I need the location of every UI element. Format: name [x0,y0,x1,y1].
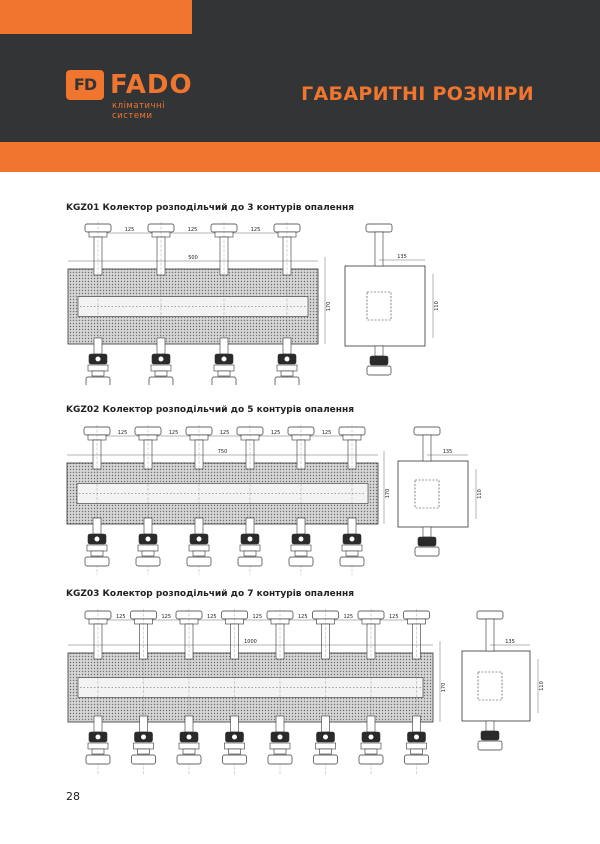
section-title-kgz01: KGZ01 Колектор розподільчий до 3 контурів опалення [66,203,354,213]
valve-indicator [187,735,192,740]
bottom-coupling [92,749,104,754]
side-riser [423,435,431,461]
bottom-nut [340,557,364,566]
valve-indicator [285,357,290,362]
pitch-dimension-label: 125 [252,614,263,620]
logo-word: FADO [110,70,193,100]
bottom-fitting [138,545,158,551]
bottom-nut [86,377,110,385]
logo-tagline: кліматичні системи [112,101,165,121]
valve-indicator [159,357,164,362]
bottom-nut [212,377,236,385]
bottom-nut [132,755,156,764]
bottom-stem [93,518,101,534]
pitch-dimension-label: 125 [321,430,332,436]
side-height-dimension-label: 110 [539,681,545,691]
bottom-fitting [361,743,381,749]
pitch-dimension-label: 125 [187,227,198,233]
side-riser [375,232,383,266]
bottom-coupling [244,551,256,556]
pitch-dimension-label: 125 [388,614,399,620]
valve-indicator [146,537,151,542]
bottom-stem [144,518,152,534]
pitch-dimension-label: 125 [343,614,354,620]
valve-indicator [414,735,419,740]
kgz03-drawing [0,607,600,777]
bottom-stem [140,716,148,732]
page-number: 28 [66,790,80,803]
bottom-stem [367,716,375,732]
bottom-coupling [411,749,423,754]
logo-mark [66,70,104,100]
side-width-dimension-label: 135 [505,639,515,645]
bottom-nut [85,557,109,566]
bottom-stem [157,338,165,354]
orange-band [0,142,600,172]
bottom-stem [283,338,291,354]
bottom-fitting [277,365,297,371]
bottom-fitting [87,545,107,551]
side-stem [375,346,383,356]
pitch-dimension-label: 125 [161,614,172,620]
pitch-dimension-label: 125 [219,430,230,436]
top-strip [0,0,600,34]
bottom-stem [94,338,102,354]
bottom-nut [149,377,173,385]
bottom-coupling [281,371,293,376]
bottom-coupling [138,749,150,754]
bottom-nut [359,755,383,764]
pitch-dimension-label: 125 [124,227,135,233]
bottom-coupling [346,551,358,556]
kgz02-drawing [0,423,600,575]
bottom-fitting [88,743,108,749]
pitch-dimension-label: 125 [117,430,128,436]
bottom-fitting [240,545,260,551]
side-view-pipe [415,480,439,508]
side-view-pipe [478,672,502,700]
length-dimension-label: 1000 [244,639,257,645]
bottom-coupling [142,551,154,556]
pitch-dimension-label: 125 [270,430,281,436]
height-dimension-label: 170 [441,682,447,693]
page-title: ГАБАРИТНІ РОЗМІРИ [301,83,534,105]
height-dimension-label: 170 [385,488,391,499]
side-valve [370,356,388,365]
bottom-coupling [155,371,167,376]
bottom-nut [275,377,299,385]
side-stem [423,527,431,537]
bottom-coupling [183,749,195,754]
valve-indicator [248,537,253,542]
bottom-coupling [92,371,104,376]
side-top-nut [414,427,440,435]
valve-indicator [141,735,146,740]
bottom-fitting [151,365,171,371]
side-bottom-nut [415,547,439,556]
length-dimension-label: 750 [217,449,228,455]
pitch-dimension-label: 125 [297,614,308,620]
bottom-fitting [225,743,245,749]
bottom-stem [413,716,421,732]
valve-indicator [96,357,101,362]
side-valve [481,731,499,740]
kgz01-drawing [0,220,600,385]
pitch-dimension-label: 125 [168,430,179,436]
bottom-stem [185,716,193,732]
bottom-coupling [218,371,230,376]
section-title-kgz03: KGZ03 Колектор розподільчий до 7 контурів опалення [66,589,354,599]
bottom-stem [276,716,284,732]
bottom-nut [314,755,338,764]
bottom-coupling [365,749,377,754]
valve-indicator [222,357,227,362]
valve-indicator [299,537,304,542]
side-top-nut [366,224,392,232]
pitch-dimension-label: 125 [206,614,217,620]
bottom-stem [348,518,356,534]
valve-indicator [323,735,328,740]
pitch-dimension-label: 125 [250,227,261,233]
bottom-stem [231,716,239,732]
bottom-fitting [291,545,311,551]
bottom-stem [297,518,305,534]
valve-indicator [96,735,101,740]
section-title-kgz02: KGZ02 Колектор розподільчий до 5 контурів опалення [66,405,354,415]
bottom-stem [322,716,330,732]
bottom-nut [136,557,160,566]
bottom-stem [195,518,203,534]
bottom-nut [268,755,292,764]
bottom-coupling [91,551,103,556]
valve-indicator [197,537,202,542]
bottom-coupling [229,749,241,754]
bottom-stem [220,338,228,354]
bottom-fitting [316,743,336,749]
bottom-nut [289,557,313,566]
bottom-nut [238,557,262,566]
valve-indicator [232,735,237,740]
side-valve [418,537,436,546]
length-dimension-label: 500 [188,255,198,261]
bottom-nut [86,755,110,764]
bottom-fitting [134,743,154,749]
bottom-stem [246,518,254,534]
bottom-nut [223,755,247,764]
side-top-nut [477,611,503,619]
valve-indicator [95,537,100,542]
side-bottom-nut [478,741,502,750]
side-stem [486,721,494,731]
valve-indicator [369,735,374,740]
bottom-fitting [342,545,362,551]
side-riser [486,619,494,651]
bottom-nut [187,557,211,566]
logo-mark-text: FD [73,75,97,94]
bottom-stem [94,716,102,732]
bottom-fitting [407,743,427,749]
bottom-nut [177,755,201,764]
pitch-dimension-label: 125 [115,614,126,620]
side-width-dimension-label: 135 [442,449,453,455]
valve-indicator [350,537,355,542]
side-bottom-nut [367,366,391,375]
bottom-coupling [274,749,286,754]
fado-logo [66,70,206,121]
bottom-fitting [270,743,290,749]
height-dimension-label: 170 [326,301,332,312]
side-height-dimension-label: 110 [434,301,440,311]
bottom-coupling [320,749,332,754]
bottom-coupling [193,551,205,556]
bottom-fitting [189,545,209,551]
top-accent-bar [0,0,192,34]
side-width-dimension-label: 135 [397,254,407,260]
bottom-fitting [88,365,108,371]
side-view-pipe [367,292,391,320]
side-height-dimension-label: 110 [477,489,483,499]
valve-indicator [278,735,283,740]
bottom-fitting [179,743,199,749]
bottom-coupling [295,551,307,556]
bottom-nut [405,755,429,764]
bottom-fitting [214,365,234,371]
